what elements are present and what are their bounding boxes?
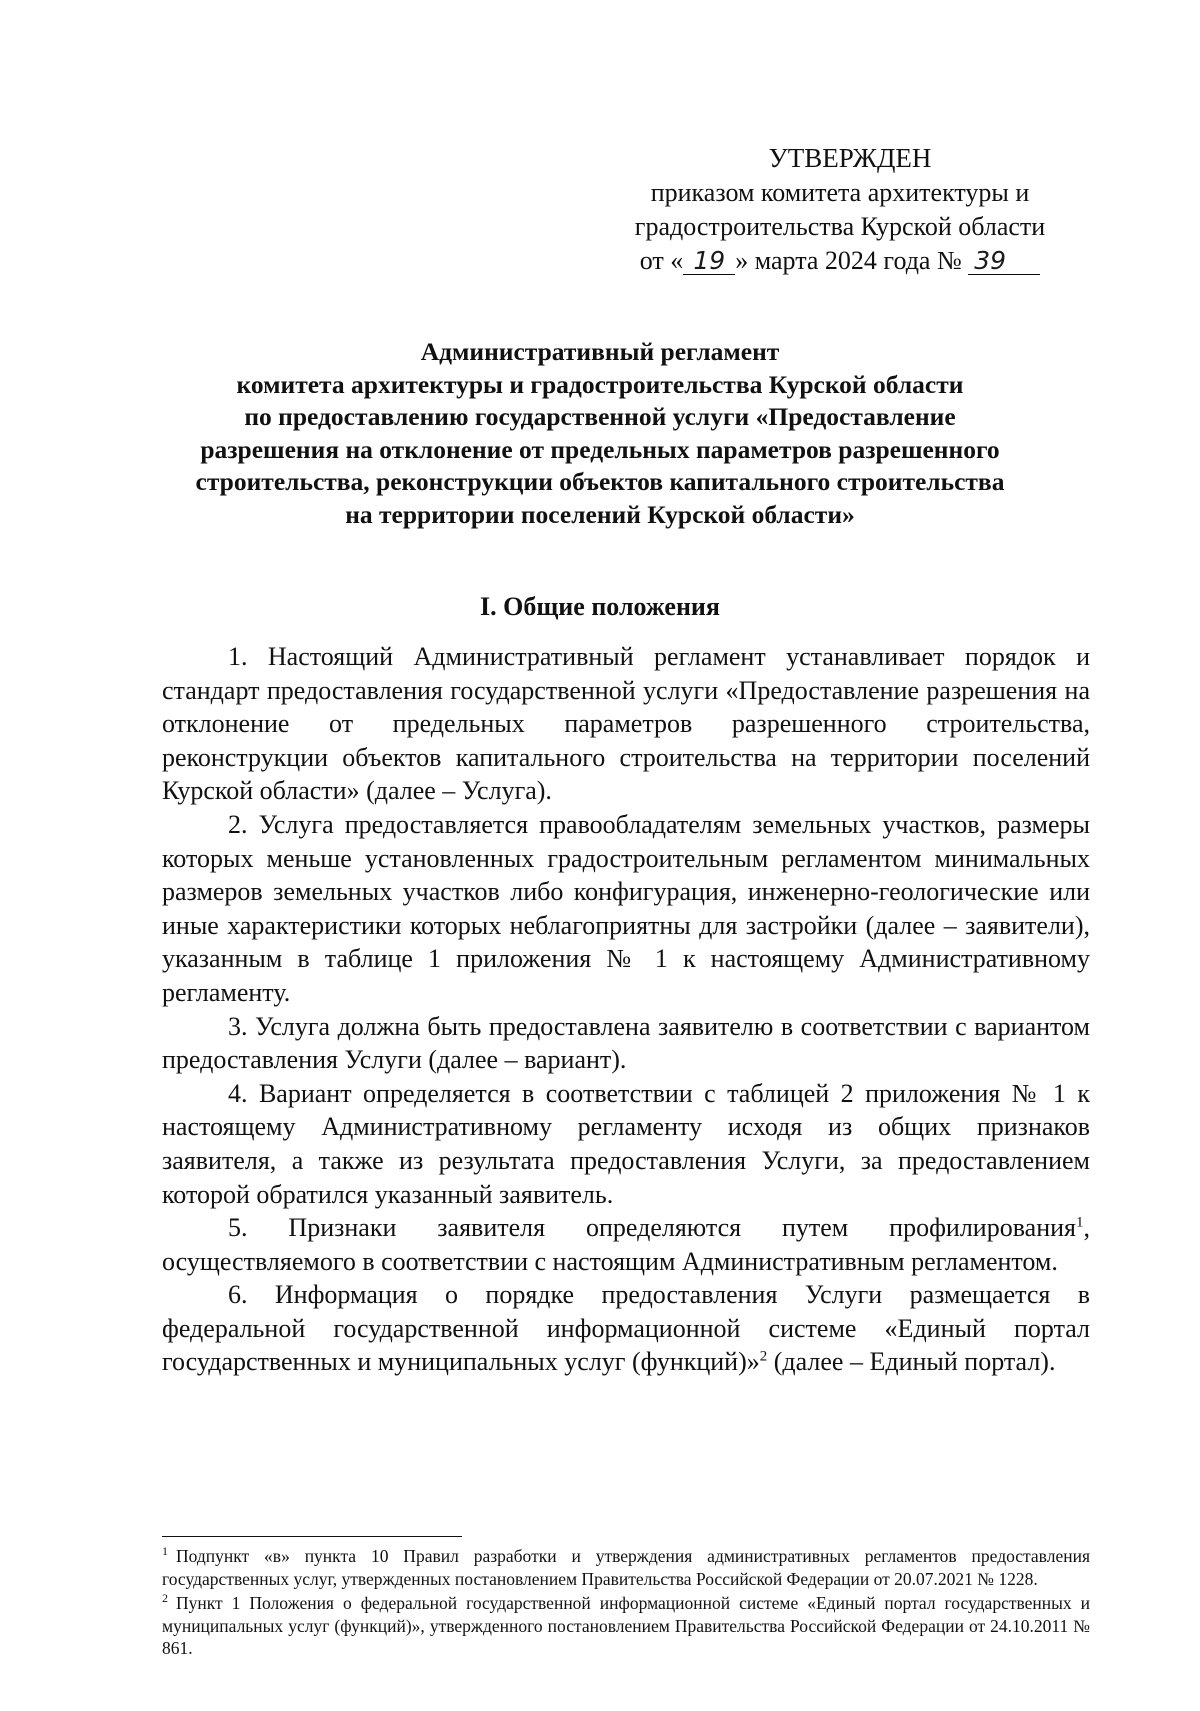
footnote-2-text: Пункт 1 Положения о федеральной государственной информационной системе «Единый портал государственных и муниципальных услуг (функций)», утвержденного постановлением Правительства Российской Федерации от 24.10.2011 № 861. [162,1593,1090,1658]
paragraph-2: 2. Услуга предоставляется правообладателям земельных участков, размеры которых меньше установленных градостроительным регламентом минимальных размеров земельных участков либо конфигурация, инженерно-геологические или иные характеристики которых неблагоприятны для застройки (далее – заявители), указанным в таблице 1 приложения № 1 к настоящему Административному регламенту. [162,809,1090,1007]
document-title [120,336,1080,531]
approval-line-2: градостроительства Курской области [634,212,1046,241]
date-prefix: от « [639,246,684,275]
footnote-1 [162,1545,1090,1590]
document-title-line-2: комитета архитектуры и градостроительства Курской области [236,369,964,399]
footnote-1-text: Подпункт «в» пункта 10 Правил разработки и утверждения административных регламентов предоставления государственных услуг, утвержденных постановлением Правительства Российской Федерации от 20.07.2021 № 1228. [162,1546,1090,1589]
approval-block [600,140,1080,278]
paragraph-5-text: 5. Признаки заявителя определяются путем профилирования [228,1213,1076,1243]
handwritten-order-number: 39 [968,248,1040,275]
paragraph-6 [162,1278,1090,1379]
paragraph-1: 1. Настоящий Административный регламент устанавливает порядок и стандарт предоставления государственной услуги «Предоставление разрешения на отклонение от предельных параметров разрешенного строительства, реконструкции объектов капитального строительства на территории поселений Курской области» (далее – Услуга). [162,642,1090,806]
footnote-1-mark: 1 [162,1544,168,1559]
paragraph-5-tail: , осуществляемого в соответствии с настоящим Административным регламентом. [162,1213,1090,1276]
paragraph-6-text: 6. Информация о порядке предоставления Услуги размещается в федеральной государственной информационной системе «Единый портал государственных и муниципальных услуг (функций)» [162,1280,1090,1377]
paragraph-4: 4. Вариант определяется в соответствии с таблицей 2 приложения № 1 к настоящему Административному регламенту исходя из общих признаков заявителя, а также из результата предоставления Услуги, за предоставлением которой обратился указанный заявитель. [162,1078,1090,1209]
approval-title: УТВЕРЖДЕН [768,143,932,173]
paragraph-6-tail: (далее – Единый портал). [767,1347,1056,1377]
document-title-line-6: на территории поселений Курской области» [345,499,855,529]
approval-line-1: приказом комитета архитектуры и [650,178,1030,207]
footnote-separator [162,1536,462,1537]
document-title-line-4: разрешения на отклонение от предельных параметров разрешенного [200,434,1000,464]
paragraph-5 [162,1211,1090,1278]
document-title-line-1: Административный регламент [420,337,780,366]
handwritten-day: 19 [683,248,735,275]
paragraph-3: 3. Услуга должна быть предоставлена заявителю в соответствии с вариантом предоставления Услуги (далее – вариант). [162,1011,1090,1075]
footnote-ref-2: 2 [759,1348,768,1365]
footnote-2-mark: 2 [162,1591,168,1606]
footnotes [162,1545,1090,1662]
footnote-2 [162,1592,1090,1660]
document-title-line-5: строительства, реконструкции объектов капитального строительства [195,467,1005,496]
section-heading: I. Общие положения [480,592,720,621]
date-middle: » марта 2024 года № [735,246,962,275]
section-body [162,640,1090,1379]
document-title-line-3: по предоставлению государственной услуги «Предоставление [244,402,956,431]
approval-date-line [600,244,1080,278]
footnote-ref-1: 1 [1076,1214,1084,1231]
